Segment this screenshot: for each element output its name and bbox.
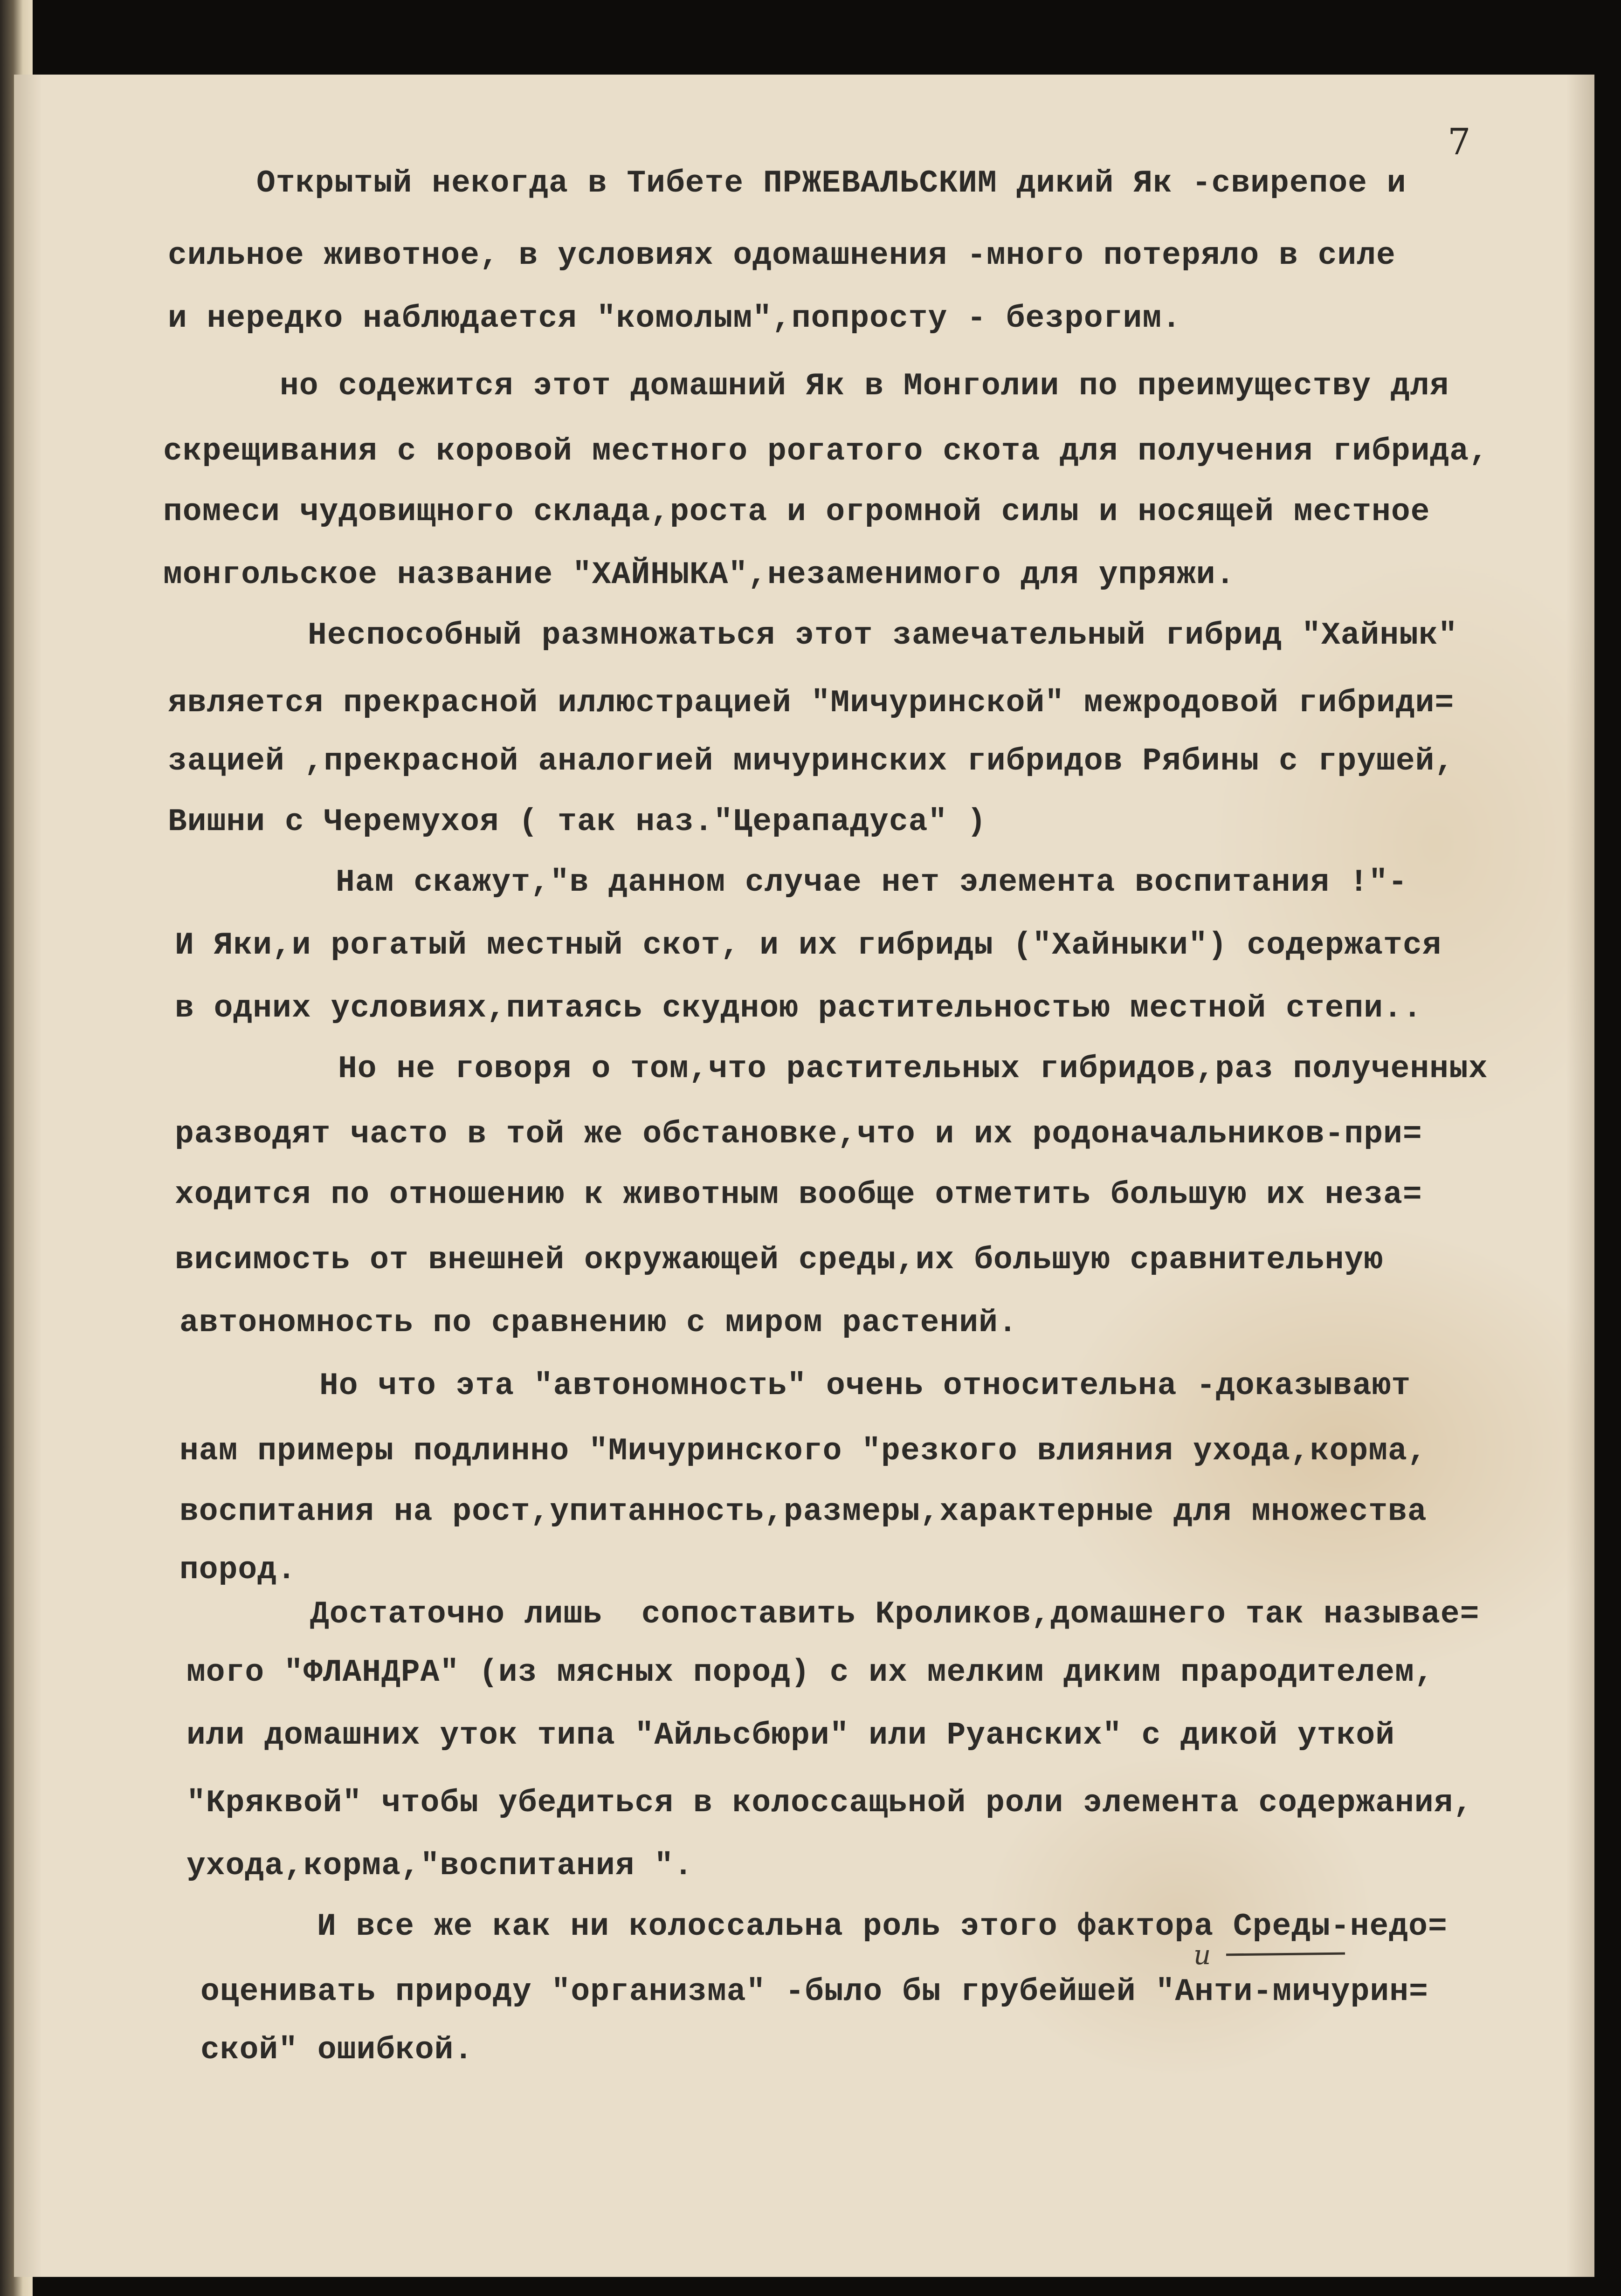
- text-line: мого "ФЛАНДРА" (из мясных пород) с их мелким диким прародителем,: [186, 1655, 1434, 1691]
- text-line: Но не говоря о том,что растительных гибридов,раз полученных: [338, 1051, 1488, 1087]
- text-line: является прекрасной иллюстрацией "Мичуринской" межродовой гибриди=: [168, 685, 1455, 721]
- text-line: нам примеры подлинно "Мичуринского "резкого влияния ухода,корма,: [179, 1433, 1427, 1469]
- text-line: Нам скажут,"в данном случае нет элемента воспитания !"-: [336, 865, 1408, 901]
- text-line: автономность по сравнению с миром растений.: [179, 1305, 1018, 1341]
- text-line: ходится по отношению к животным вообще отметить большую их неза=: [175, 1177, 1422, 1213]
- text-line: Достаточно лишь сопоставить Кроликов,домашнего так называе=: [310, 1596, 1480, 1632]
- text-line: монгольское название "ХАЙНЫКА",незаменимого для упряжи.: [163, 557, 1235, 593]
- text-line: И Яки,и рогатый местный скот, и их гибриды ("Хайныки") содержатся: [175, 928, 1442, 963]
- text-line: помеси чудовищного склада,роста и огромной силы и носящей местное: [163, 494, 1430, 530]
- text-line: ухода,корма,"воспитания ".: [186, 1848, 693, 1884]
- text-line: висимость от внешней окружающей среды,их большую сравнительную: [175, 1242, 1384, 1278]
- typewritten-page: [14, 75, 1594, 2277]
- text-line: зацией ,прекрасной аналогией мичуринских гибридов Рябины с грушей,: [168, 743, 1455, 779]
- text-line: но содежится этот домашний Як в Монголии по преимуществу для: [280, 368, 1449, 404]
- text-line: Вишни с Черемухоя ( так наз."Церападуса" ): [168, 804, 986, 840]
- text-line: скрещивания с коровой местного рогатого скота для получения гибрида,: [163, 433, 1489, 469]
- text-line: пород.: [179, 1552, 297, 1588]
- text-line: Неспособный размножаться этот замечательный гибрид "Хайнык": [308, 618, 1458, 653]
- text-line: сильное животное, в условиях одомашнения -много потеряло в силе: [168, 238, 1396, 274]
- text-line: Открытый некогда в Тибете ПРЖЕВАЛЬСКИМ дикий Як -свирепое и: [256, 165, 1407, 201]
- text-line: воспитания на рост,упитанность,размеры,характерные для множества: [179, 1494, 1427, 1530]
- typed-text-body: [14, 75, 1594, 2277]
- text-line: И все же как ни колоссальна роль этого фактора Среды-недо=: [317, 1909, 1448, 1945]
- text-line: ской" ошибкой.: [200, 2032, 474, 2068]
- text-line: Но что эта "автономность" очень относительна -доказывают: [319, 1368, 1411, 1404]
- text-line: или домашних уток типа "Айльсбюри" или Руанских" с дикой уткой: [186, 1718, 1395, 1753]
- handwritten-insertion-mark: и: [1193, 1939, 1211, 1971]
- page-number: 7: [1448, 121, 1471, 163]
- text-line: "Кряквой" чтобы убедиться в колоссащьной роли элемента содержания,: [186, 1785, 1473, 1821]
- text-line: в одних условиях,питаясь скудною растительностью местной степи..: [175, 990, 1422, 1026]
- text-line: и нередко наблюдается "комолым",попросту - безрогим.: [168, 301, 1181, 337]
- text-line: разводят часто в той же обстановке,что и их родоначальников-при=: [175, 1116, 1422, 1152]
- text-line: оценивать природу "организма" -было бы грубейшей "Анти-мичурин=: [200, 1974, 1428, 2010]
